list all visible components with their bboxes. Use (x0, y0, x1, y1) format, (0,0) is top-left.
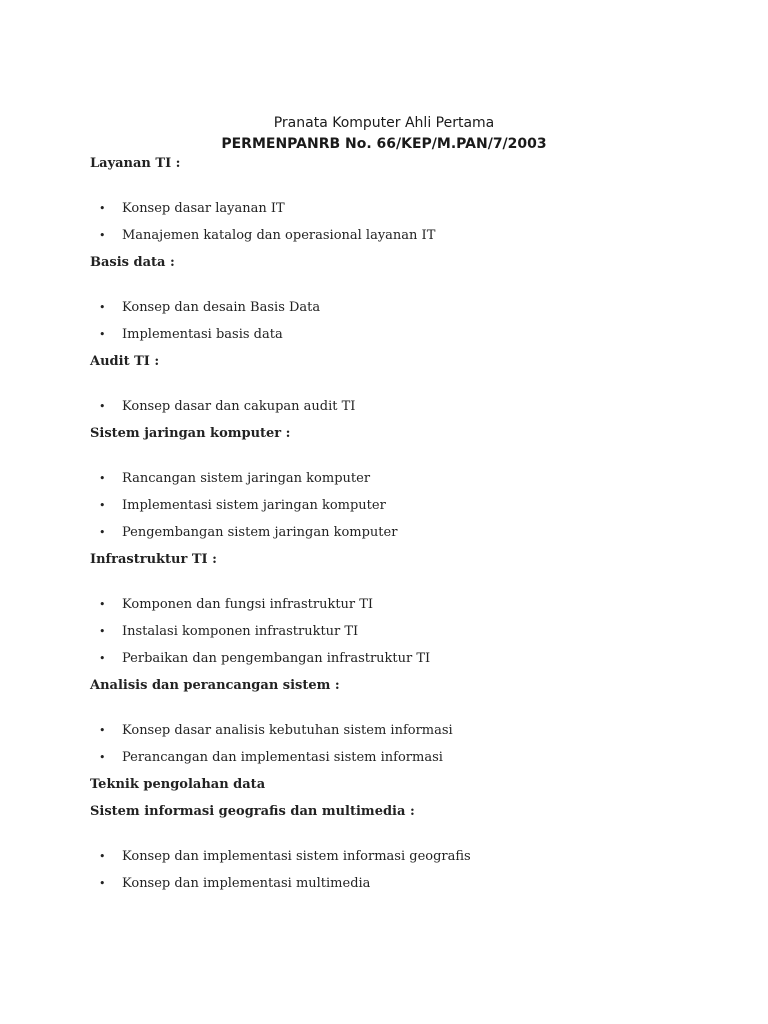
section-heading: Infrastruktur TI : (90, 552, 217, 567)
list-item (90, 468, 710, 495)
list-item-text: Pengembangan sistem jaringan komputer (122, 525, 398, 540)
list-item-text: Konsep dasar analisis kebutuhan sistem informasi (122, 723, 453, 738)
list-item (90, 720, 710, 747)
bullet-icon: • (99, 328, 106, 341)
section-basis-data (90, 252, 710, 351)
section-list (90, 846, 710, 900)
document-title: Pranata Komputer Ahli Pertama (273, 115, 495, 131)
list-item-text: Konsep dan desain Basis Data (122, 300, 321, 315)
list-item (90, 648, 710, 675)
section-heading: Analisis dan perancangan sistem : (90, 678, 340, 693)
list-item-text: Komponen dan fungsi infrastruktur TI (122, 597, 374, 612)
bullet-icon: • (99, 724, 106, 737)
section-heading: Layanan TI : (90, 156, 181, 171)
section-list (90, 396, 710, 423)
section-heading: Audit TI : (90, 354, 160, 369)
bullet-icon: • (99, 472, 106, 485)
section-sistem-jaringan (90, 423, 710, 549)
section-list (90, 297, 710, 351)
bullet-icon: • (99, 400, 106, 413)
list-item (90, 594, 710, 621)
section-analisis-perancangan (90, 675, 710, 774)
document-subtitle: PERMENPANRB No. 66/KEP/M.PAN/7/2003 (221, 136, 547, 152)
bullet-icon: • (99, 202, 106, 215)
section-infrastruktur-ti (90, 549, 710, 675)
bullet-icon: • (99, 625, 106, 638)
bullet-icon: • (99, 301, 106, 314)
section-sig-multimedia (90, 801, 710, 900)
section-heading: Sistem jaringan komputer : (90, 426, 291, 441)
section-list (90, 198, 710, 252)
list-item (90, 747, 710, 774)
section-audit-ti (90, 351, 710, 423)
list-item-text: Instalasi komponen infrastruktur TI (122, 624, 359, 639)
list-item (90, 225, 710, 252)
section-layanan-ti (90, 153, 710, 252)
list-item (90, 495, 710, 522)
list-item-text: Konsep dan implementasi sistem informasi geografis (122, 849, 471, 864)
list-item (90, 846, 710, 873)
section-list (90, 720, 710, 774)
list-item-text: Perancangan dan implementasi sistem informasi (122, 750, 443, 765)
bullet-icon: • (99, 652, 106, 665)
section-heading: Basis data : (90, 255, 175, 270)
list-item (90, 621, 710, 648)
section-list (90, 468, 710, 549)
list-item-text: Implementasi sistem jaringan komputer (122, 498, 386, 513)
bullet-icon: • (99, 877, 106, 890)
section-heading: Sistem informasi geografis dan multimedia : (90, 804, 415, 819)
list-item (90, 873, 710, 900)
bullet-icon: • (99, 850, 106, 863)
list-item (90, 396, 710, 423)
bullet-icon: • (99, 499, 106, 512)
document-content (90, 153, 710, 900)
list-item-text: Perbaikan dan pengembangan infrastruktur TI (122, 651, 431, 666)
bullet-icon: • (99, 526, 106, 539)
list-item-text: Rancangan sistem jaringan komputer (122, 471, 371, 486)
list-item (90, 522, 710, 549)
list-item-text: Implementasi basis data (122, 327, 283, 342)
bullet-icon: • (99, 598, 106, 611)
list-item-text: Konsep dasar dan cakupan audit TI (122, 399, 356, 414)
section-heading: Teknik pengolahan data (90, 777, 266, 792)
section-list (90, 594, 710, 675)
list-item (90, 324, 710, 351)
bullet-icon: • (99, 229, 106, 242)
list-item (90, 297, 710, 324)
section-teknik-pengolahan (90, 774, 710, 801)
list-item-text: Konsep dan implementasi multimedia (122, 876, 371, 891)
bullet-icon: • (99, 751, 106, 764)
list-item-text: Konsep dasar layanan IT (122, 201, 285, 216)
list-item (90, 198, 710, 225)
list-item-text: Manajemen katalog dan operasional layanan IT (122, 228, 436, 243)
